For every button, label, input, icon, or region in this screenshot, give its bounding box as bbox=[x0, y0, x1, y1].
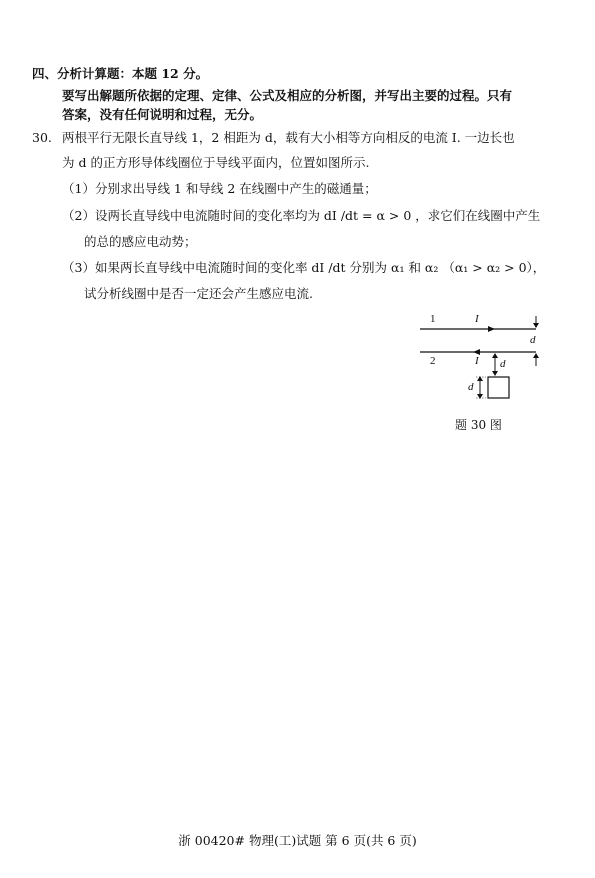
square-loop bbox=[488, 377, 509, 398]
question-stem-line-2: 为 d 的正方形导体线圈位于导线平面内，位置如图所示. bbox=[62, 155, 370, 170]
question-part-2-line-1: （2）设两长直导线中电流随时间的变化率均为 dI /dt = α > 0 ，求它们在线圈中产生 bbox=[62, 208, 541, 223]
gap-label-square: d bbox=[500, 358, 506, 370]
side-label: d bbox=[468, 381, 474, 393]
figure-caption: 题 30 图 bbox=[455, 418, 502, 432]
wire-1-current-arrow bbox=[488, 326, 495, 332]
question-30-figure bbox=[418, 312, 548, 412]
question-number: 30. bbox=[32, 130, 52, 145]
gap-arrow-down-head bbox=[533, 323, 539, 328]
question-part-1: （1）分别求出导线 1 和导线 2 在线圈中产生的磁通量； bbox=[62, 181, 377, 196]
page-footer: 浙 00420# 物理(工)试题 第 6 页(共 6 页) bbox=[178, 833, 417, 848]
gap-arrow-up-head bbox=[533, 353, 539, 358]
square-gap-arrow-bottom bbox=[492, 371, 498, 376]
question-stem-line-1: 两根平行无限长直导线 1，2 相距为 d，载有大小相等方向相反的电流 I. 一边长也 bbox=[62, 130, 515, 145]
current-label-wire-1: I bbox=[475, 313, 479, 325]
wire-1-label: 1 bbox=[430, 313, 436, 325]
section-instruction-line-2: 答案，没有任何说明和过程，无分。 bbox=[62, 107, 263, 122]
wire-2-label: 2 bbox=[430, 355, 436, 367]
square-gap-arrow-top bbox=[492, 353, 498, 358]
figure-drawing bbox=[418, 312, 548, 412]
section-title: 四、分析计算题：本题 12 分。 bbox=[32, 66, 209, 81]
section-instruction-line-1: 要写出解题所依据的定理、定律、公式及相应的分析图，并写出主要的过程。只有 bbox=[62, 88, 513, 103]
gap-label-right: d bbox=[530, 334, 536, 346]
question-part-3-line-1: （3）如果两长直导线中电流随时间的变化率 dI /dt 分别为 α₁ 和 α₂ （α₁ > α₂ > 0）， bbox=[62, 260, 546, 275]
current-label-wire-2: I bbox=[475, 355, 479, 367]
question-part-2-line-2: 的总的感应电动势； bbox=[84, 234, 197, 249]
question-part-3-line-2: 试分析线圈中是否一定还会产生感应电流. bbox=[84, 286, 313, 301]
